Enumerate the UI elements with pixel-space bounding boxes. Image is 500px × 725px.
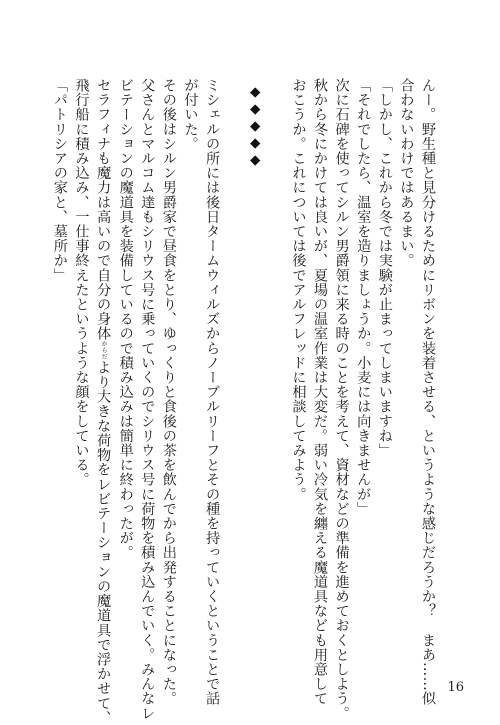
dialogue-line: 「それでしたら、温室を造りましょうか。小麦には向きませんが」: [355, 78, 372, 516]
text-line: 次に石碑を使ってシルン男爵領に来る時のことを考えて、資材などの準備を進めておくとしよう。: [333, 78, 350, 721]
text-line: 飛行船に積み込み、一仕事終えたというような顔をしている。: [73, 78, 90, 487]
text-segment: セラフィナも魔力は高いので自分の身体: [95, 78, 112, 341]
text-line: ビテーションの魔道具を装備しているので積み込みは簡単に終わったが。: [117, 78, 134, 560]
dialogue-line: 「しかし、これから冬では実験が止まってしまいますね」: [376, 78, 393, 458]
blank-line: [265, 78, 287, 666]
text-line: おこうか。これについては後でアルフレッドに相談してみよう。: [290, 78, 307, 502]
page-number: 16: [447, 680, 464, 695]
text-line: 父さんとマルコム達もシリウス号に乗っていくのでシリウス号に荷物を積み込んでいく。みんなレ: [139, 78, 156, 721]
section-separator: ◆◆◆◆◆: [247, 84, 264, 169]
text-line: が付いた。: [182, 78, 199, 151]
text-line: 秋から冬にかけては良いが、夏場の温室作業は大変だ。弱い冷気を纏える魔道具なども用意して: [312, 78, 329, 706]
text-line: んー。野生種と見分けるためにリボンを装着させる、というような感じだろうか？ まあ……似: [420, 78, 436, 706]
text-line: [92, 78, 115, 725]
blank-line: [222, 78, 244, 666]
vertical-text-body: [48, 78, 438, 725]
text-line: 合わないわけではあるまい。: [398, 78, 415, 268]
dialogue-line: 「パトリシアの家と、墓所か」: [51, 78, 68, 283]
text-segment: より大きな荷物をレビテーションの魔道具で浮かせて、: [95, 360, 112, 725]
furigana-ruby: からだ: [100, 340, 108, 361]
text-line: ミシェルの所には後日タームウィルズからノーブルリーフとその種を持っていくということで話: [204, 78, 221, 706]
text-line: その後はシルン男爵家で昼食をとり、ゆっくりと食後の茶を飲んでから出発することになった。: [160, 78, 177, 706]
